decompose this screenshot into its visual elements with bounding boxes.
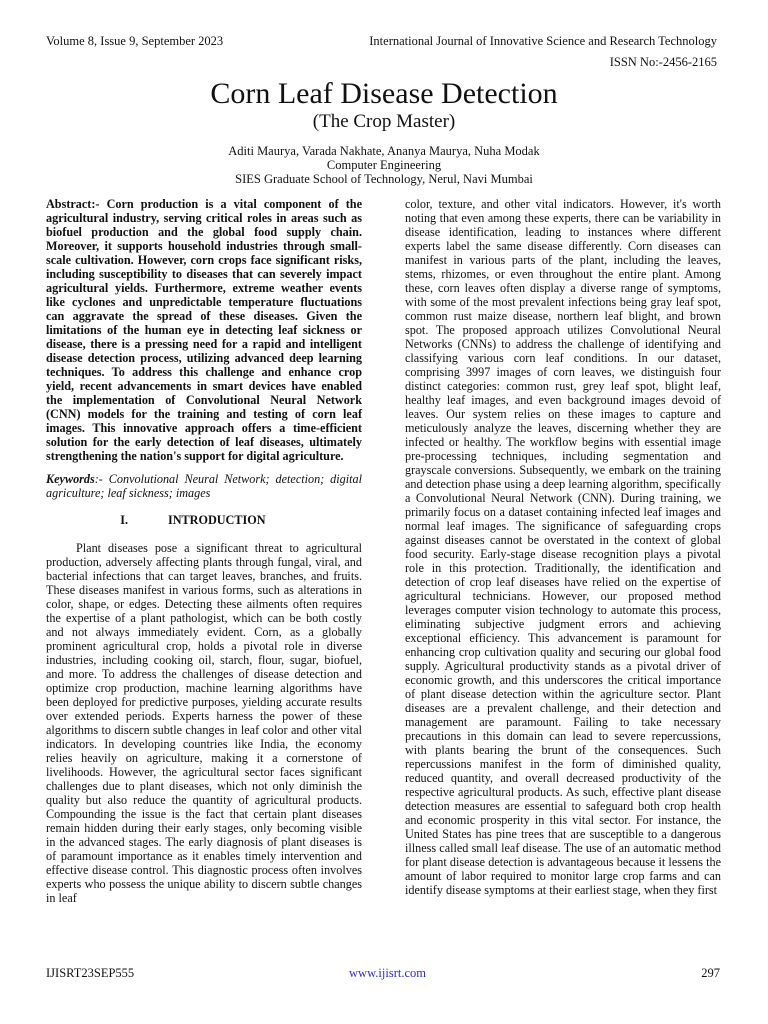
volume-issue-label: Volume 8, Issue 9, September 2023 [46,34,224,48]
paper-id: IJISRT23SEP555 [46,966,135,980]
journal-name: International Journal of Innovative Science and Research Technology [369,34,717,48]
section-title: INTRODUCTION [168,513,266,527]
keywords-label: Keywords [46,472,95,486]
keywords [46,472,362,500]
page-number: 297 [701,966,720,980]
abstract: Abstract:- Corn production is a vital component of the agricultural industry, serving critical roles in areas such as biofuel production and the global food supply chain. Moreover, it supports household industries through small-scale cultivation. However, corn crops face significant risks, including susceptibility to diseases that can severely impact agricultural yields. Furthermore, extreme weather events like cyclones and unpredictable temperature fluctuations can aggravate the spread of these diseases. Given the limitations of the human eye in detecting leaf sickness or disease, there is a pressing need for a rapid and intelligent disease detection process, utilizing advanced deep learning techniques. To address this challenge and enhance crop yield, recent advancements in smart devices have enabled the implementation of Convolutional Neural Network (CNN) models for the training and testing of corn leaf images. This innovative approach offers a time-efficient solution for the early detection of leaf diseases, ultimately strengthening the nation's support for digital agriculture. [46,197,362,463]
right-column [405,197,721,897]
intro-paragraph-left: Plant diseases pose a significant threat to agricultural production, adversely affecting plants through fungal, viral, and bacterial infections that can target leaves, branches, and fruits. These diseases manifest in various forms, such as alterations in color, shape, or edges. Detecting these ailments often requires the expertise of a plant pathologist, which can be both costly and not always immediately evident. Corn, as a globally prominent agricultural crop, holds a pivotal role in diverse industries, including cooking oil, starch, flour, sugar, biofuel, and more. To address the challenges of disease detection and optimize crop production, machine learning algorithms have been deployed for predictive purposes, yielding accurate results over extended periods. Experts harness the power of these algorithms to discern subtle changes in leaf color and other vital indicators. In developing countries like India, the economy relies heavily on agriculture, making it a cornerstone of livelihoods. However, the agricultural sector faces significant challenges due to plant diseases, which not only diminish the quality but also reduce the quantity of agricultural products. Compounding the issue is the fact that certain plant diseases remain hidden during their early stages, only becoming visible in the advanced stages. The early diagnosis of plant diseases is of paramount importance as it enables timely intervention and effective disease control. This diagnostic process often involves experts who possess the unique ability to discern subtle changes in leaf [46,541,362,905]
author-list: Aditi Maurya, Varada Nakhate, Ananya Maurya, Nuha Modak [228,144,540,158]
keywords-text: :- Convolutional Neural Network; detection; digital agriculture; leaf sickness; images [46,472,362,500]
intro-paragraph-right: color, texture, and other vital indicators. However, it's worth noting that even among these experts, there can be variability in disease identification, leading to instances where different experts label the same disease differently. Corn diseases can manifest in various parts of the plant, including the leaves, stems, rhizomes, or even throughout the entire plant. Among these, corn leaves often display a diverse range of symptoms, with some of the most prevalent infections being gray leaf spot, common rust maize disease, northern leaf blight, and brown spot. The proposed approach utilizes Convolutional Neural Networks (CNNs) to address the challenge of identifying and classifying various corn leaf conditions. In our dataset, comprising 3997 images of corn leaves, we distinguish four distinct categories: common rust, grey leaf spot, blight leaf, healthy leaf images, and even background images devoid of leaves. Our system relies on these images to capture and meticulously analyze the leaves, discerning whether they are infected or healthy. The workflow begins with essential image pre-processing techniques, including segmentation and grayscale conversions. Subsequently, we embark on the training and detection phase using a deep learning algorithm, specifically a Convolutional Neural Network (CNN). During training, we primarily focus on a dataset containing infected leaf images and normal leaf images. The significance of safeguarding crops against diseases cannot be overstated in the context of global food security. Early-stage disease recognition plays a pivotal role in this protection. Traditionally, the identification and detection of crop leaf diseases have relied on the expertise of agricultural technicians. However, our proposed method leverages computer vision technology to automate this process, eliminating subjective judgment errors and achieving exceptional efficiency. This advancement is paramount for enhancing crop cultivation quality and securing our global food supply. Agricultural productivity stands as a pivotal driver of economic growth, and this underscores the critical importance of plant disease detection within the agriculture sector. Plant diseases are a prevalent challenge, and their detection and management are paramount. Failing to take necessary precautions in this domain can lead to severe repercussions, with plants bearing the brunt of the consequences. Such repercussions manifest in the form of diminished quality, reduced quantity, and overall decreased productivity of the respective agricultural products. As such, effective plant disease detection measures are essential to safeguard both crop health and economic prosperity in this vital sector. For instance, the United States has pine trees that are susceptible to a dangerous illness called small leaf disease. The use of an automatic method for plant disease detection is advantageous because it lessens the amount of labor required to monitor large crop farms and can identify disease symptoms at their earliest stage, when they first [405,197,721,897]
left-column [46,197,362,905]
department-label: Computer Engineering [326,158,442,172]
institution-label: SIES Graduate School of Technology, Nerul, Navi Mumbai [235,172,533,186]
paper-title: Corn Leaf Disease Detection [210,77,558,110]
section-heading [46,513,362,527]
paper-subtitle: (The Crop Master) [312,111,456,132]
issn-label: ISSN No:-2456-2165 [609,55,717,69]
section-number: I. [120,513,128,527]
website-link[interactable]: www.ijisrt.com [349,966,426,980]
